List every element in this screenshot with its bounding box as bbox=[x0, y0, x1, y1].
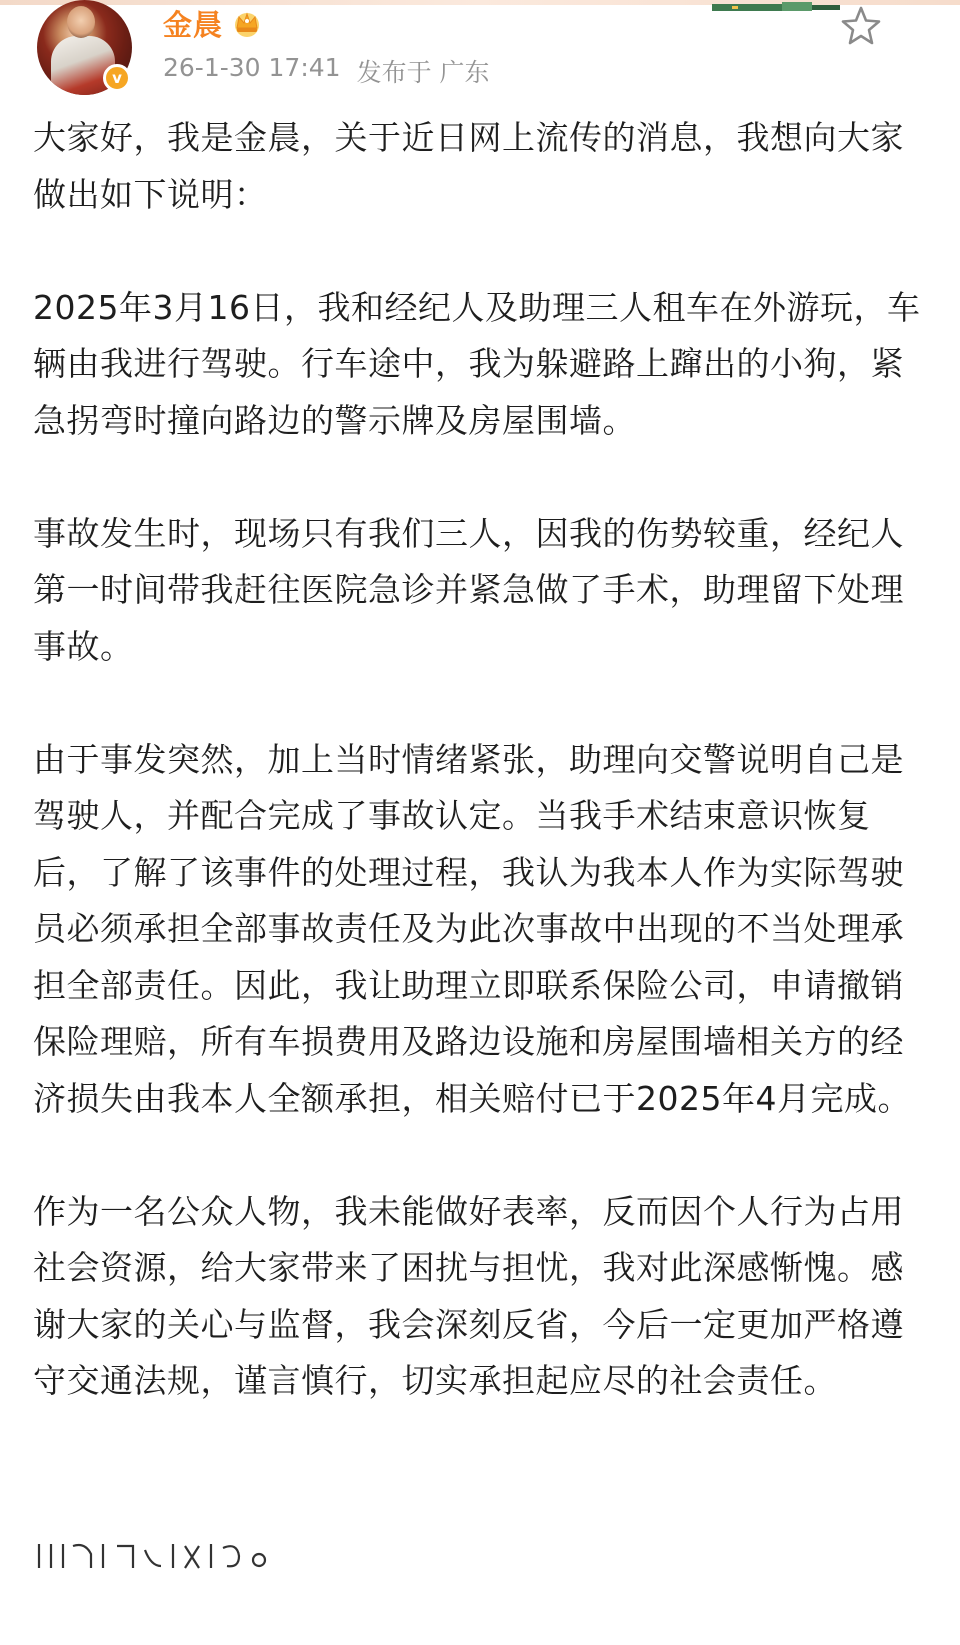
username[interactable]: 金晨 bbox=[163, 7, 224, 42]
truncated-text-fragment bbox=[33, 1540, 273, 1570]
paragraph-greeting: 大家好，我是金晨，关于近日网上流传的消息，我想向大家做出如下说明： bbox=[33, 118, 904, 214]
post-header bbox=[0, 0, 960, 112]
crown-icon bbox=[231, 8, 263, 38]
verified-badge-icon: v bbox=[103, 64, 131, 92]
paragraph-gap bbox=[33, 1127, 923, 1184]
paragraph-gap bbox=[33, 223, 923, 280]
paragraph-incident: 2025年3月16日，我和经纪人及助理三人租车在外游玩，车辆由我进行驾驶。行车途中，我为躲避路上蹿出的小狗，紧急拐弯时撞向路边的警示牌及房屋围墙。 bbox=[33, 287, 921, 440]
paragraph-gap bbox=[33, 675, 923, 732]
paragraph-responsibility: 由于事发突然，加上当时情绪紧张，助理向交警说明自己是驾驶人，并配合完成了事故认定。当我手术结束意识恢复后，了解了该事件的处理过程，我认为我本人作为实际驾驶员必须承担全部事故责任及为此次事故中出现的不当处理承担全部责任。因此，我让助理立即联系保险公司，申请撤销保险理赔，所有车损费用及路边设施和房屋围墙相关方的经济损失由我本人全额承担，相关赔付已于2025年4月完成。 bbox=[33, 739, 911, 1118]
post-location: 发布于 广东 bbox=[356, 58, 490, 87]
post-timestamp: 26-1-30 17:41 bbox=[163, 53, 341, 82]
paragraph-gap bbox=[33, 449, 923, 506]
star-outline-icon[interactable] bbox=[839, 4, 883, 48]
post-body bbox=[33, 110, 923, 1410]
username-row bbox=[163, 4, 263, 42]
header-decoration bbox=[712, 0, 840, 16]
avatar-face bbox=[67, 6, 95, 38]
post-meta bbox=[163, 53, 490, 89]
paragraph-apology: 作为一名公众人物，我未能做好表率，反而因个人行为占用社会资源，给大家带来了困扰与担忧，我对此深感惭愧。感谢大家的关心与监督，我会深刻反省，今后一定更加严格遵守交通法规，谨言慎行，切实承担起应尽的社会责任。 bbox=[33, 1191, 904, 1400]
paragraph-aftermath: 事故发生时，现场只有我们三人，因我的伤势较重，经纪人第一时间带我赶往医院急诊并紧急做了手术，助理留下处理事故。 bbox=[33, 513, 904, 666]
